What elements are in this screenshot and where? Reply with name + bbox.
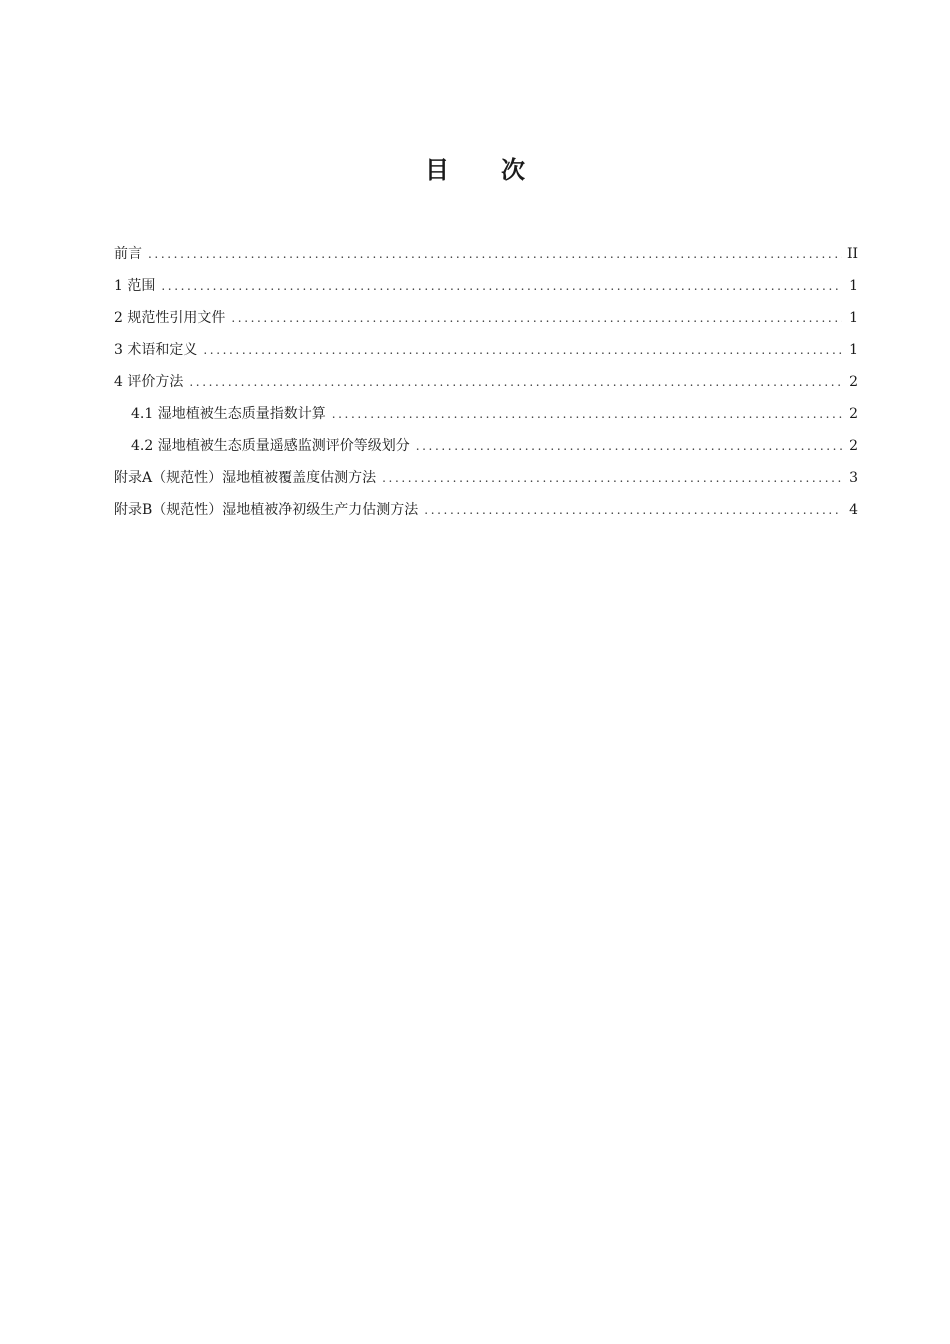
toc-leader-dots xyxy=(203,334,842,366)
toc-entry-label: 附录B（规范性）湿地植被净初级生产力估测方法 xyxy=(114,502,419,518)
toc-leader-dots xyxy=(231,302,842,334)
toc-entry-label: 4.1 湿地植被生态质量指数计算 xyxy=(131,406,326,422)
toc-leader-dots xyxy=(148,238,842,270)
toc-entry-page: 2 xyxy=(849,438,858,454)
toc-entry-label: 3 术语和定义 xyxy=(114,342,198,358)
toc-title-char-2: 次 xyxy=(501,156,525,184)
toc-entry-page: 2 xyxy=(849,374,858,390)
toc-leader-dots xyxy=(161,270,842,302)
toc-leader-dots xyxy=(189,366,842,398)
toc-entry-page: 1 xyxy=(849,278,858,294)
toc-entry-appendix-b[interactable] xyxy=(114,494,858,526)
toc-entry-foreword[interactable] xyxy=(114,238,858,270)
toc-leader-dots xyxy=(332,398,842,430)
toc-entry-label: 2 规范性引用文件 xyxy=(114,310,226,326)
toc-entry-terms-definitions[interactable] xyxy=(114,334,858,366)
toc-title xyxy=(0,152,950,188)
toc-entry-page: 2 xyxy=(849,406,858,422)
toc-leader-dots xyxy=(424,494,842,526)
toc-entry-appendix-a[interactable] xyxy=(114,462,858,494)
toc-entry-grade-classification[interactable] xyxy=(114,430,858,462)
toc-entry-label: 1 范围 xyxy=(114,278,156,294)
toc-entry-evaluation-method[interactable] xyxy=(114,366,858,398)
toc-entry-page: II xyxy=(846,246,858,262)
toc-title-char-1: 目 xyxy=(425,156,449,184)
toc-entry-index-calculation[interactable] xyxy=(114,398,858,430)
toc-entry-label: 前言 xyxy=(114,246,142,262)
toc-entry-normative-references[interactable] xyxy=(114,302,858,334)
toc-entry-page: 3 xyxy=(849,470,858,486)
toc-entry-page: 1 xyxy=(849,342,858,358)
toc-leader-dots xyxy=(382,462,842,494)
toc-entry-label: 附录A（规范性）湿地植被覆盖度估测方法 xyxy=(114,470,377,486)
toc-entry-label: 4 评价方法 xyxy=(114,374,184,390)
toc-entry-page: 1 xyxy=(849,310,858,326)
toc-entry-label: 4.2 湿地植被生态质量遥感监测评价等级划分 xyxy=(131,438,410,454)
toc-leader-dots xyxy=(416,430,842,462)
toc-entry-scope[interactable] xyxy=(114,270,858,302)
toc-entry-page: 4 xyxy=(849,502,858,518)
toc-list xyxy=(114,238,858,526)
